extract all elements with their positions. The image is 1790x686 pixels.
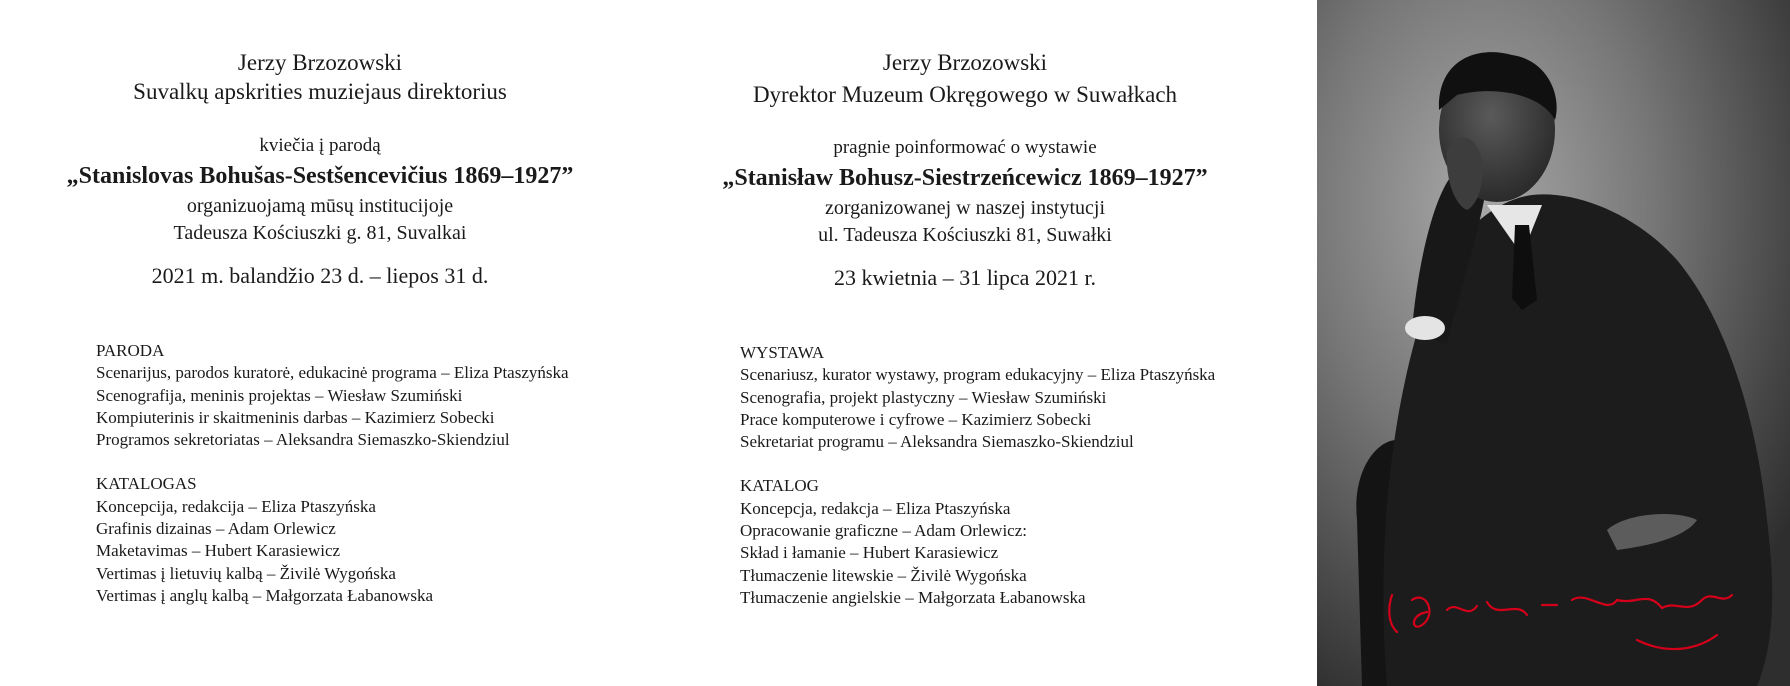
list-item: Tłumaczenie angielskie – Małgorzata Łabanowska <box>740 587 1086 607</box>
pl-exhibit-heading: WYSTAWA <box>740 343 825 362</box>
lt-director-name: Jerzy Brzozowski <box>237 50 403 75</box>
list-item: Sekretariat programu – Aleksandra Siemaszko-Skiendziul <box>740 432 1134 452</box>
lt-organized-text: organizuojamą mūsų institucijoje <box>186 195 454 217</box>
lt-invite-text: kviečia į parodą <box>259 135 381 156</box>
list-item: Scenarijus, parodos kuratorė, edukacinė programa – Eliza Ptaszyńska <box>96 363 569 383</box>
pl-dates: 23 kwietnia – 31 lipca 2021 r. <box>833 265 1097 290</box>
list-item: Koncepcija, redakcija – Eliza Ptaszyńska <box>96 496 376 516</box>
list-item: Vertimas į lietuvių kalbą – Živilė Wygońska <box>96 563 396 583</box>
pl-catalog-heading: KATALOG <box>740 476 819 496</box>
list-item: Vertimas į anglų kalbą – Małgorzata Łabanowska <box>96 585 434 605</box>
list-item: Programos sekretoriatas – Aleksandra Siemaszko-Skiendziul <box>96 430 510 450</box>
list-item: Prace komputerowe i cyfrowe – Kazimierz Sobecki <box>740 409 1092 429</box>
list-item: Maketavimas – Hubert Karasiewicz <box>96 541 341 561</box>
lt-director-role: Suvalkų apskrities muziejaus direktorius <box>133 79 507 104</box>
list-item: Opracowanie graficzne – Adam Orlewicz: <box>740 521 1027 541</box>
list-item: Kompiuterinis ir skaitmeninis darbas – Kazimierz Sobecki <box>96 407 495 427</box>
pl-address: ul. Tadeusza Kościuszki 81, Suwałki <box>818 224 1112 246</box>
list-item: Scenariusz, kurator wystawy, program edukacyjny – Eliza Ptaszyńska <box>740 365 1216 385</box>
list-item: Scenografia, projekt plastyczny – Wiesław Szumiński <box>740 387 1107 407</box>
pl-credits <box>740 342 1215 609</box>
lt-credits <box>96 340 569 607</box>
shirt-cuff <box>1405 316 1445 340</box>
pl-director-role: Dyrektor Muzeum Okręgowego w Suwałkach <box>752 82 1178 107</box>
pl-organized-text: zorganizowanej w naszej instytucji <box>824 197 1106 219</box>
portrait-photo <box>1317 0 1790 686</box>
list-item: Grafinis dizainas – Adam Orlewicz <box>96 519 336 539</box>
lt-dates: 2021 m. balandžio 23 d. – liepos 31 d. <box>151 263 489 288</box>
lt-exhibition-title: „Stanislovas Bohušas-Sestšencevičius 1869–1927” <box>66 163 574 189</box>
lithuanian-column <box>0 0 640 686</box>
polish-column <box>645 0 1285 686</box>
list-item: Koncepcja, redakcja – Eliza Ptaszyńska <box>740 498 1011 518</box>
list-item: Tłumaczenie litewskie – Živilė Wygońska <box>740 565 1027 585</box>
list-item: Scenografija, meninis projektas – Wiesław Szumiński <box>96 385 463 405</box>
lt-catalog-heading: KATALOGAS <box>96 474 197 494</box>
pl-director-name: Jerzy Brzozowski <box>882 50 1048 75</box>
pl-invite-text: pragnie poinformować o wystawie <box>833 137 1097 158</box>
pl-exhibition-title: „Stanisław Bohusz-Siestrzeńcewicz 1869–1927” <box>722 165 1208 191</box>
lt-address: Tadeusza Kościuszki g. 81, Suvalkai <box>173 222 467 244</box>
lt-exhibit-heading: PARODA <box>96 341 165 360</box>
list-item: Skład i łamanie – Hubert Karasiewicz <box>740 543 999 563</box>
